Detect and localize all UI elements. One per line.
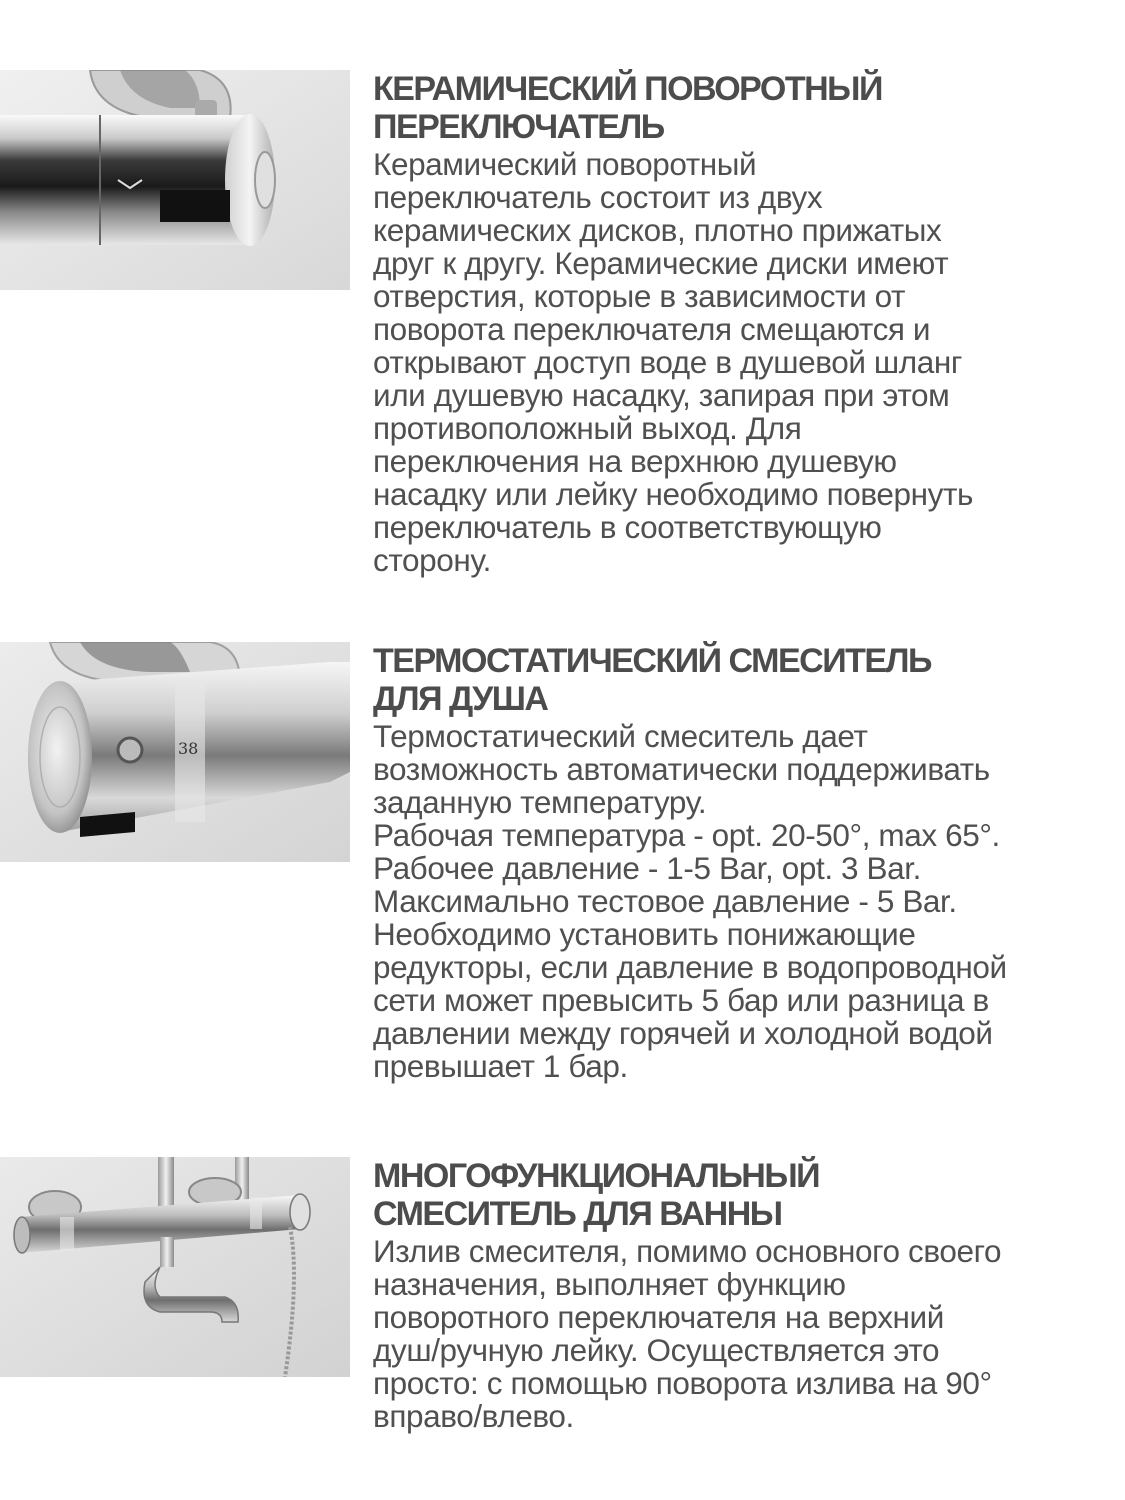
bath-mixer-description <box>373 1235 1118 1433</box>
dial-label: 38 <box>178 739 199 758</box>
desc-line: заданную температуру. <box>373 784 707 820</box>
desc-line: просто: с помощью поворота излива на 90° <box>373 1365 992 1401</box>
desc-line: душ/ручную лейку. Осуществляется это <box>373 1332 940 1368</box>
desc-line: открывают доступ воде в душевой шланг <box>373 344 962 380</box>
desc-line: вправо/влево. <box>373 1398 574 1434</box>
desc-line: переключатель состоит из двух <box>373 179 823 215</box>
bath-mixer-photo <box>0 1157 350 1377</box>
desc-line: поворота переключателя смещаются и <box>373 311 931 347</box>
desc-line: переключатель в соответствующую <box>373 509 882 545</box>
title-line: ТЕРМОСТАТИЧЕСКИЙ СМЕСИТЕЛЬ <box>373 642 931 680</box>
desc-line: Керамический поворотный <box>373 146 757 182</box>
desc-line: Необходимо установить понижающие <box>373 916 916 952</box>
desc-line: Термостатический смеситель дает <box>373 718 868 754</box>
desc-line: керамических дисков, плотно прижатых <box>373 212 942 248</box>
desc-line: давлении между горячей и холодной водой <box>373 1015 993 1051</box>
title-line: ПЕРЕКЛЮЧАТЕЛЬ <box>373 108 664 146</box>
thermostatic-mixer-title <box>373 642 1118 718</box>
title-line: КЕРАМИЧЕСКИЙ ПОВОРОТНЫЙ <box>373 70 882 108</box>
ceramic-switch-title <box>373 70 1118 146</box>
ceramic-switch-photo <box>0 70 350 290</box>
desc-line: противоположный выход. Для <box>373 410 802 446</box>
desc-line: редукторы, если давление в водопроводной <box>373 949 1007 985</box>
desc-line: Рабочая температура - opt. 20-50°, max 65°. <box>373 817 1000 853</box>
desc-line: превышает 1 бар. <box>373 1048 628 1084</box>
desc-line: сети может превысить 5 бар или разница в <box>373 982 989 1018</box>
desc-line: друг к другу. Керамические диски имеют <box>373 245 949 281</box>
title-line: ДЛЯ ДУША <box>373 680 548 718</box>
ceramic-switch-text <box>373 70 1118 577</box>
desc-line: возможность автоматически поддерживать <box>373 751 990 787</box>
title-line: СМЕСИТЕЛЬ ДЛЯ ВАННЫ <box>373 1195 782 1233</box>
thermostatic-mixer-description <box>373 720 1118 1083</box>
desc-line: Излив смесителя, помимо основного своего <box>373 1233 1002 1269</box>
ceramic-switch-description <box>373 148 1118 577</box>
desc-line: назначения, выполняет функцию <box>373 1266 846 1302</box>
bath-mixer-text <box>373 1157 1118 1433</box>
thermostatic-mixer-photo <box>0 642 350 862</box>
desc-line: Рабочее давление - 1-5 Bar, opt. 3 Bar. <box>373 850 921 886</box>
desc-line: переключения на верхнюю душевую <box>373 443 897 479</box>
desc-line: отверстия, которые в зависимости от <box>373 278 906 314</box>
desc-line: Максимально тестовое давление - 5 Bar. <box>373 883 957 919</box>
title-line: МНОГОФУНКЦИОНАЛЬНЫЙ <box>373 1157 820 1195</box>
desc-line: насадку или лейку необходимо повернуть <box>373 476 973 512</box>
thermostatic-mixer-text <box>373 642 1118 1083</box>
desc-line: поворотного переключателя на верхний <box>373 1299 944 1335</box>
desc-line: сторону. <box>373 542 491 578</box>
bath-mixer-title <box>373 1157 1118 1233</box>
desc-line: или душевую насадку, запирая при этом <box>373 377 950 413</box>
